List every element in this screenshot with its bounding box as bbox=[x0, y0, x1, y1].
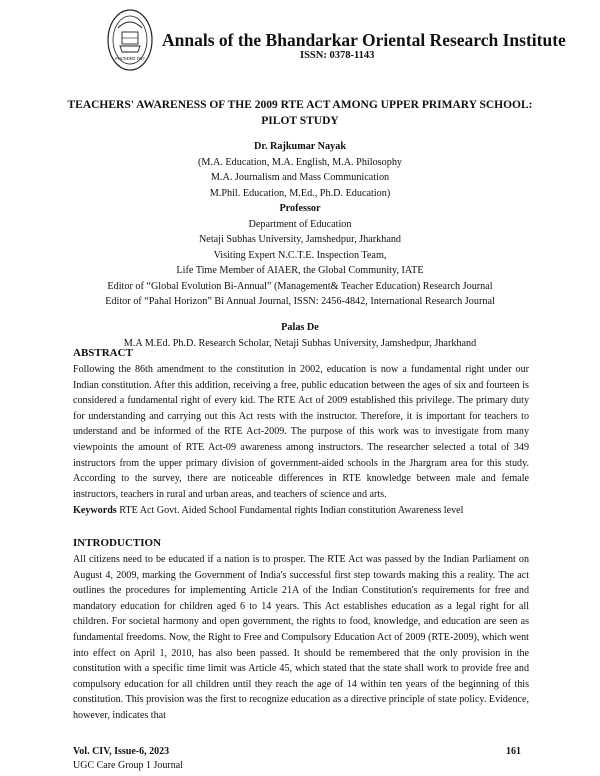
author1-degree-line: M.A. Journalism and Mass Communication bbox=[210, 172, 390, 183]
author1-degree-line: (M.A. Education, M.A. English, M.A. Philosophy bbox=[197, 156, 403, 168]
introduction-text: All citizens need to be educated if a nation is to prosper. The RTE Act was passed by the Indian Parliament on August 4, 2009, marking the Government of India's successful first step towards making this a reality. The act outlines the procedures for implementing Article 21A of the Indian Constitution's requirements for free and mandatory education for children aged 6 to 14 years. This Act establishes education as a legal right for all children. For societal harmony and open government, the rights to food, knowledge, and education are seen as fundamental freedoms. Now, the Right to Free and Compulsory Education Act of 2009 (RTE-2009), which went into effect on April 1, 2010, has also been passed. It should be remembered that the only provision in the constitution with a specific time limit was Article 45, which stated that the state shall work to provide free and compulsory education for all children until they reach the age of 14 within ten years of the beginning of this constitution. This provision was the first to recognize education as a directive principle of state policy. Evidence, however, indicates that bbox=[73, 554, 529, 721]
svg-text:FOUNDED 1917: FOUNDED 1917 bbox=[115, 56, 145, 61]
author1-name: Dr. Rajkumar Nayak bbox=[254, 141, 346, 152]
paper-title: TEACHERS' AWARENESS OF THE 2009 RTE ACT AMONG UPPER PRIMARY SCHOOL: PILOT STUDY bbox=[67, 99, 533, 127]
institute-logo bbox=[104, 6, 156, 80]
author1-degree-line: M.Phil. Education, M.Ed., Ph.D. Education) bbox=[209, 187, 391, 199]
abstract-text: Following the 86th amendment to the constitution in 2002, education is now a fundamental right under our Indian constitution. After this addition, receiving a free, public education between the ages of six and fourteen is considered a fundamental right of every kid. The RTE Act of 2009 established this privilege. The primary duty for understanding and carrying out this Act rests with the instructor. Therefore, it is important for teachers to understand and be informed of the RTE Act-2009. The purpose of this work was to investigate from many viewpoints the amount of RTE Act-09 awareness among instructors. The researcher selected a total of 349 instructors from the upper primary division of government-aided schools in the Jhargram area for this study. According to the survey, there are noticeable differences in RTE knowledge between male and female instructors, teachers in rural and urban areas, and teachers of science and arts. bbox=[73, 364, 529, 500]
journal-issn: ISSN: 0378-1143 bbox=[300, 50, 375, 61]
author1-affiliation-line: Netaji Subhas University, Jamshedpur, Jharkhand bbox=[198, 234, 402, 245]
footer-ugc-group: UGC Care Group 1 Journal bbox=[73, 760, 183, 771]
author2-name: Palas De bbox=[281, 322, 319, 333]
abstract-heading: ABSTRACT bbox=[73, 347, 133, 359]
author1-affiliation-line: Life Time Member of AIAER, the Global Community, IATE bbox=[176, 265, 424, 276]
keywords-text: RTE Act Govt. Aided School Fundamental rights Indian constitution Awareness level bbox=[116, 505, 464, 516]
keywords-line bbox=[73, 505, 529, 516]
page-number: 161 bbox=[506, 746, 521, 757]
author1-affiliation-line: Department of Education bbox=[248, 218, 352, 230]
footer-volume: Vol. CIV, Issue-6, 2023 bbox=[73, 746, 170, 757]
author1-affiliation-line: Editor of “Pahal Horizon” Bi Annual Journal, ISSN: 2456-4842, International Research Journal bbox=[105, 296, 495, 307]
journal-title: Annals of the Bhandarkar Oriental Research Institute bbox=[162, 30, 566, 50]
author1-designation: Professor bbox=[279, 203, 321, 214]
author1-block bbox=[40, 139, 560, 310]
author2-affiliation: M.A M.Ed. Ph.D. Research Scholar, Netaji Subhas University, Jamshedpur, Jharkhand bbox=[123, 337, 477, 349]
author1-affiliation-line: Visiting Expert N.C.T.E. Inspection Team, bbox=[213, 249, 387, 261]
keywords-label: Keywords bbox=[73, 505, 117, 516]
author1-affiliation-line: Editor of “Global Evolution Bi-Annual” (Management& Teacher Education) Research Journal bbox=[107, 280, 493, 292]
introduction-heading: INTRODUCTION bbox=[73, 537, 162, 549]
